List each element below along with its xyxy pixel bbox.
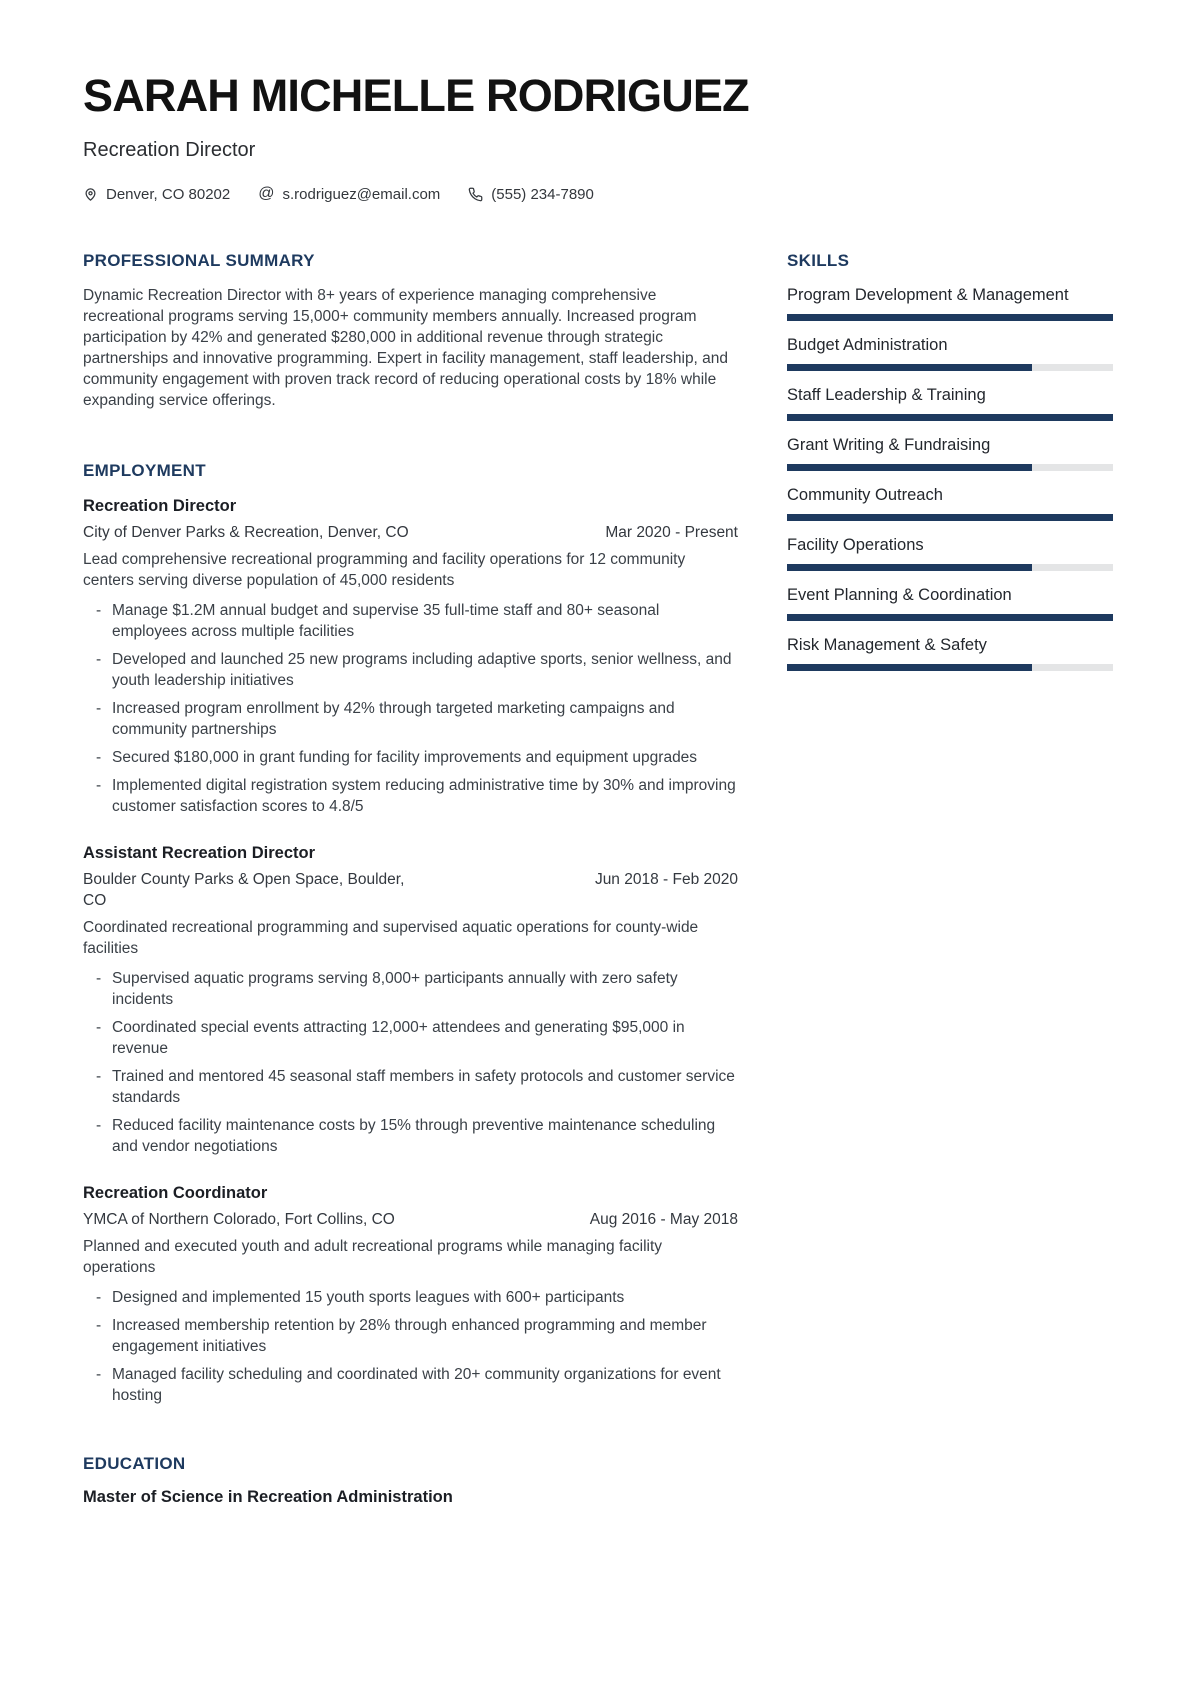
skill-bar-fill [787, 464, 1032, 471]
job-meta-row [83, 1209, 738, 1230]
job-dates: Aug 2016 - May 2018 [589, 1210, 738, 1228]
job-bullet-list [83, 600, 738, 817]
job-meta-row [83, 522, 738, 543]
left-column [83, 251, 738, 1507]
job-bullet: - Coordinated special events attracting 12,000+ attendees and generating $95,000 in revenue [83, 1017, 738, 1059]
skill-bar-track [787, 614, 1113, 621]
job-entry [83, 844, 738, 1157]
education-degree: Master of Science in Recreation Administration [83, 1487, 453, 1506]
skill-label: Budget Administration [787, 335, 948, 354]
skill-bar-track [787, 664, 1113, 671]
skill-label: Event Planning & Coordination [787, 585, 1012, 604]
job-bullet-list [83, 1287, 738, 1406]
resume-header [83, 72, 1113, 203]
summary-heading: PROFESSIONAL SUMMARY [83, 250, 315, 270]
skill-bar-fill [787, 664, 1032, 671]
contact-phone [468, 186, 594, 203]
job-company: YMCA of Northern Colorado, Fort Collins, CO [83, 1210, 395, 1228]
phone-icon [468, 187, 483, 202]
skill-label: Staff Leadership & Training [787, 385, 986, 404]
email-text: s.rodriguez@email.com [282, 185, 441, 203]
skill-bar-track [787, 414, 1113, 421]
resume-body-columns [83, 251, 1113, 1507]
skill-item [787, 385, 1113, 421]
skill-item [787, 485, 1113, 521]
job-company: City of Denver Parks & Recreation, Denver, CO [83, 523, 409, 541]
job-bullet-list [83, 968, 738, 1157]
job-entry [83, 1184, 738, 1406]
job-title: Assistant Recreation Director [83, 843, 315, 862]
contact-location [83, 186, 230, 203]
skill-bar-track [787, 364, 1113, 371]
skill-bar-fill [787, 614, 1113, 621]
job-dates: Jun 2018 - Feb 2020 [594, 870, 738, 888]
skill-bar-track [787, 314, 1113, 321]
location-pin-icon [83, 187, 98, 202]
job-dates: Mar 2020 - Present [605, 523, 738, 541]
skill-item [787, 585, 1113, 621]
skill-bar-track [787, 514, 1113, 521]
skill-item [787, 535, 1113, 571]
phone-text: (555) 234-7890 [491, 185, 594, 203]
skill-bar-track [787, 464, 1113, 471]
contact-row [83, 186, 1113, 203]
contact-email [258, 186, 440, 203]
employment-heading: EMPLOYMENT [83, 460, 206, 480]
skill-label: Program Development & Management [787, 285, 1069, 304]
skill-item [787, 635, 1113, 671]
skill-label: Risk Management & Safety [787, 635, 987, 654]
job-bullet: - Developed and launched 25 new programs including adaptive sports, senior wellness, and youth leadership initiatives [83, 649, 738, 691]
skill-bar-fill [787, 514, 1113, 521]
job-description: Planned and executed youth and adult recreational programs while managing facility operations [83, 1237, 663, 1276]
job-bullet: - Increased program enrollment by 42% through targeted marketing campaigns and community partnerships [83, 698, 738, 740]
job-entry [83, 497, 738, 817]
job-bullet: - Manage $1.2M annual budget and supervise 35 full-time staff and 80+ seasonal employees across multiple facilities [83, 600, 738, 642]
skill-bar-fill [787, 564, 1032, 571]
section-employment [83, 461, 738, 1406]
job-bullet: - Reduced facility maintenance costs by 15% through preventive maintenance scheduling and vendor negotiations [83, 1115, 738, 1157]
section-professional-summary [83, 251, 738, 411]
skill-bar-track [787, 564, 1113, 571]
summary-text: Dynamic Recreation Director with 8+ years of experience managing comprehensive recreational programs serving 15,000+ community members annually. Increased program participation by 42% and generated $280,000 in additional revenue through strategic partnerships and innovative programming. Expert in facility management, staff leadership, and community engagement with proven track record of reducing operational costs by 18% while expanding service offerings. [83, 286, 729, 409]
job-company: Boulder County Parks & Open Space, Boulder, CO [83, 870, 405, 909]
job-bullet: - Implemented digital registration system reducing administrative time by 30% and improving customer satisfaction scores to 4.8/5 [83, 775, 738, 817]
skill-label: Facility Operations [787, 535, 924, 554]
email-at-icon: @ [258, 185, 275, 203]
job-bullet: - Secured $180,000 in grant funding for facility improvements and equipment upgrades [83, 747, 738, 768]
location-text: Denver, CO 80202 [106, 185, 231, 203]
skill-label: Grant Writing & Fundraising [787, 435, 991, 454]
skill-item [787, 335, 1113, 371]
skill-label: Community Outreach [787, 485, 943, 504]
job-description: Coordinated recreational programming and supervised aquatic operations for county-wide facilities [83, 918, 699, 957]
job-bullet: - Trained and mentored 45 seasonal staff members in safety protocols and customer service standards [83, 1066, 738, 1108]
section-education [83, 1454, 738, 1507]
job-meta-row [83, 869, 738, 911]
education-heading: EDUCATION [83, 1453, 186, 1473]
job-bullet: - Supervised aquatic programs serving 8,000+ participants annually with zero safety incidents [83, 968, 738, 1010]
skill-bar-fill [787, 414, 1113, 421]
skill-bar-fill [787, 364, 1032, 371]
candidate-name: SARAH MICHELLE RODRIGUEZ [83, 70, 749, 121]
right-column [787, 251, 1113, 1507]
candidate-title: Recreation Director [83, 138, 256, 161]
job-title: Recreation Coordinator [83, 1183, 268, 1202]
job-title: Recreation Director [83, 496, 237, 515]
job-description: Lead comprehensive recreational programming and facility operations for 12 community centers serving diverse population of 45,000 residents [83, 550, 686, 589]
job-bullet: - Increased membership retention by 28% through enhanced programming and member engagement initiatives [83, 1315, 738, 1357]
skill-item [787, 285, 1113, 321]
section-skills [787, 251, 1113, 671]
job-bullet: - Managed facility scheduling and coordinated with 20+ community organizations for event hosting [83, 1364, 738, 1406]
skill-bar-fill [787, 314, 1113, 321]
job-bullet: - Designed and implemented 15 youth sports leagues with 600+ participants [83, 1287, 738, 1308]
skills-heading: SKILLS [787, 250, 850, 270]
skill-item [787, 435, 1113, 471]
